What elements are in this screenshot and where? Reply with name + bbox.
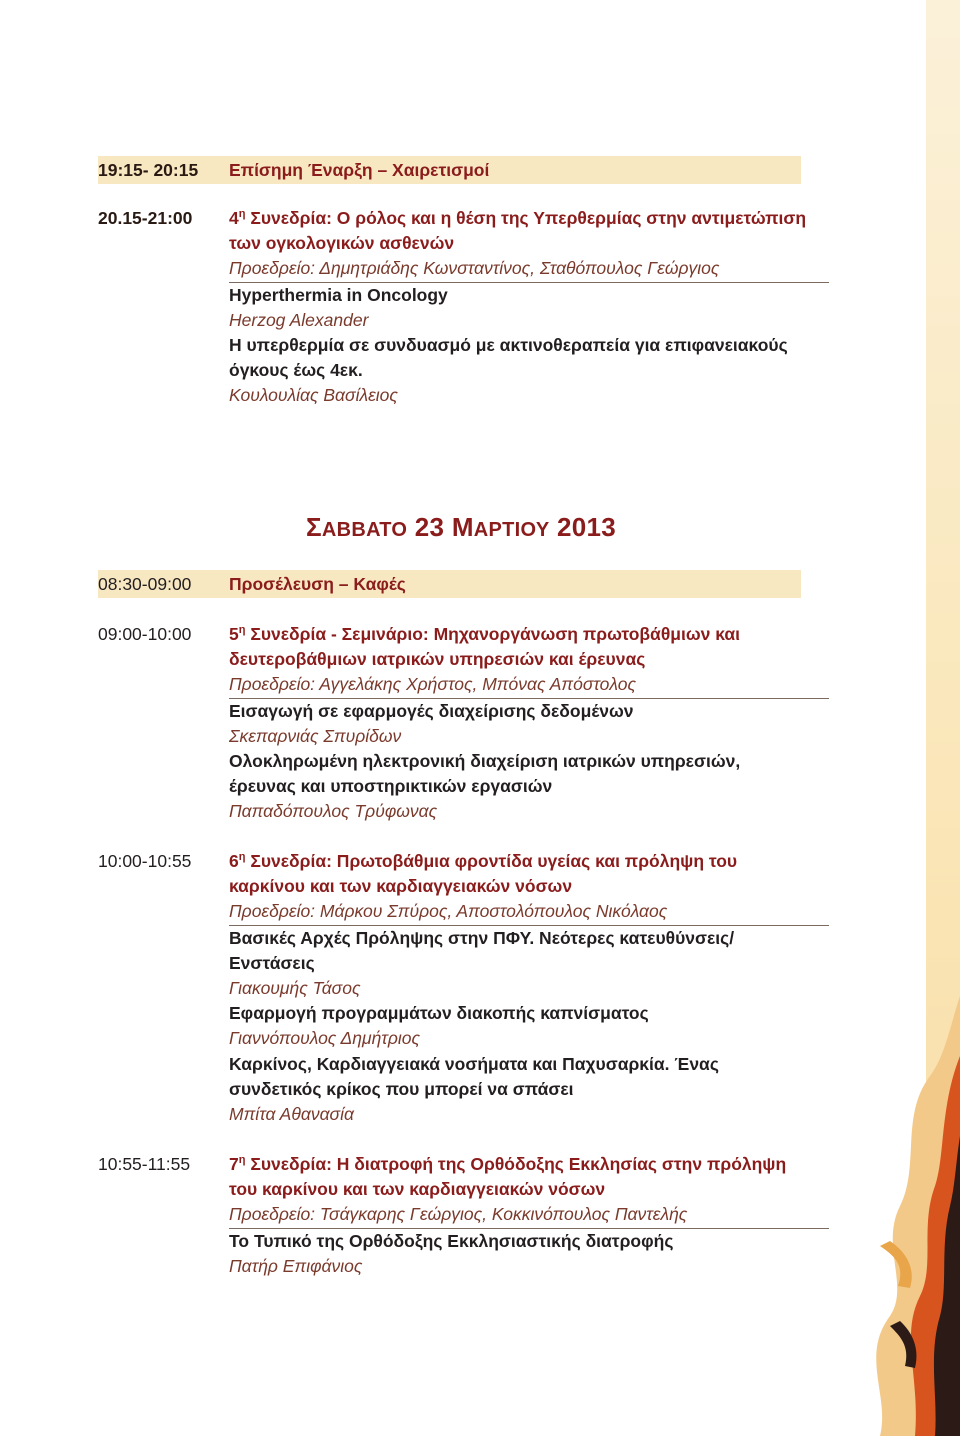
- session-7-talk-1-title: Το Τυπικό της Ορθόδοξης Εκκλησιαστικής διατροφής: [229, 1230, 674, 1251]
- session-4-content: [229, 206, 829, 409]
- session-5-content: [229, 622, 829, 825]
- session-6-talk-1-title: Βασικές Αρχές Πρόληψης στην ΠΦΥ. Νεότερες κατευθύνσεις/ Ενστάσεις: [229, 927, 735, 973]
- session-4-time: 20.15-21:00: [98, 208, 193, 228]
- session-4-talk-1-speaker: Herzog Alexander: [229, 309, 369, 330]
- session-4-talk-1-title: Hyperthermia in Oncology: [229, 284, 448, 305]
- session-6-talk-1-speaker: Γιακουμής Τάσος: [229, 978, 361, 999]
- session-6-title: $6^\eta$ Συνεδρία: Πρωτοβάθμια φροντίδα υγείας και πρόληψη του καρκίνου και των καρδιαγγειακών νόσων: [229, 851, 738, 897]
- session-6-talk-3-speaker: Μπίτα Αθανασία: [229, 1104, 354, 1125]
- session-7-chair: Προεδρείο: Τσάγκαρης Γεώργιος, Κοκκινόπουλος Παντελής: [229, 1202, 829, 1228]
- session-7-talk-1-speaker: Πατήρ Επιφάνιος: [229, 1255, 363, 1276]
- session-7-time: 10:55-11:55: [98, 1154, 191, 1174]
- arrival-title-wrap: [229, 572, 829, 597]
- session-5-talk-1-title: Εισαγωγή σε εφαρμογές διαχείρισης δεδομένων: [229, 700, 634, 721]
- session-4-talk-2-speaker: Κουλουλίας Βασίλειος: [229, 385, 398, 406]
- session-7-title: $7^\eta$ Συνεδρία: Η διατροφή της Ορθόδοξης Εκκλησίας στην πρόληψη του καρκίνου και των καρδιαγγειακών νόσων: [229, 1154, 787, 1200]
- session-6-talk-2-speaker: Γιαννόπουλος Δημήτριος: [229, 1028, 420, 1049]
- session-4-chair: Προεδρείο: Δημητριάδης Κωνσταντίνος, Σταθόπουλος Γεώργιος: [229, 256, 829, 282]
- session-5-talk-2-title: Ολοκληρωμένη ηλεκτρονική διαχείριση ιατρικών υπηρεσιών, έρευνας και υποστηρικτικών εργασιών: [229, 751, 741, 797]
- session-5-talk-2-speaker: Παπαδόπουλος Τρύφωνας: [229, 801, 438, 822]
- arrival-title: Προσέλευση – Καφές: [229, 574, 406, 594]
- opening-title: Επίσημη Έναρξη – Χαιρετισμοί: [229, 160, 490, 180]
- session-7-content: [229, 1152, 829, 1279]
- session-6-time: 10:00-10:55: [98, 851, 192, 871]
- session-5-title: $5^\eta$ Συνεδρία - Σεμινάριο: Μηχανοργάνωση πρωτοβάθμιων και δευτεροβάθμιων ιατρικών υπηρεσιών και έρευνας: [229, 624, 741, 670]
- session-6-talk-2-title: Εφαρμογή προγραμμάτων διακοπής καπνίσματος: [229, 1003, 649, 1024]
- day-heading: ΣΑΒΒΑΤΟ 23 ΜΑΡΤΙΟΥ 2013: [306, 512, 617, 542]
- session-5-time: 09:00-10:00: [98, 624, 192, 644]
- session-4-title: $4^\eta$ Συνεδρία: Ο ρόλος και η θέση της Υπερθερμίας στην αντιμετώπιση των ογκολογικών ασθενών: [229, 208, 807, 254]
- opening-time: 19:15- 20:15: [98, 160, 199, 180]
- opening-title-wrap: [229, 158, 829, 183]
- session-4-talk-2-title: Η υπερθερμία σε συνδυασμό με ακτινοθεραπεία για επιφανειακούς όγκους έως 4εκ.: [229, 335, 788, 381]
- session-6-chair: Προεδρείο: Μάρκου Σπύρος, Αποστολόπουλος Νικόλαος: [229, 899, 829, 925]
- session-5-talk-1-speaker: Σκεπαρνιάς Σπυρίδων: [229, 725, 402, 746]
- session-6-talk-3-title: Καρκίνος, Καρδιαγγειακά νοσήματα και Παχυσαρκία. Ένας συνδετικός κρίκος που μπορεί να σπάσει: [229, 1053, 719, 1099]
- session-6-content: [229, 849, 829, 1127]
- arrival-time: 08:30-09:00: [98, 574, 192, 594]
- session-5-chair: Προεδρείο: Αγγελάκης Χρήστος, Μπόνας Απόστολος: [229, 672, 829, 698]
